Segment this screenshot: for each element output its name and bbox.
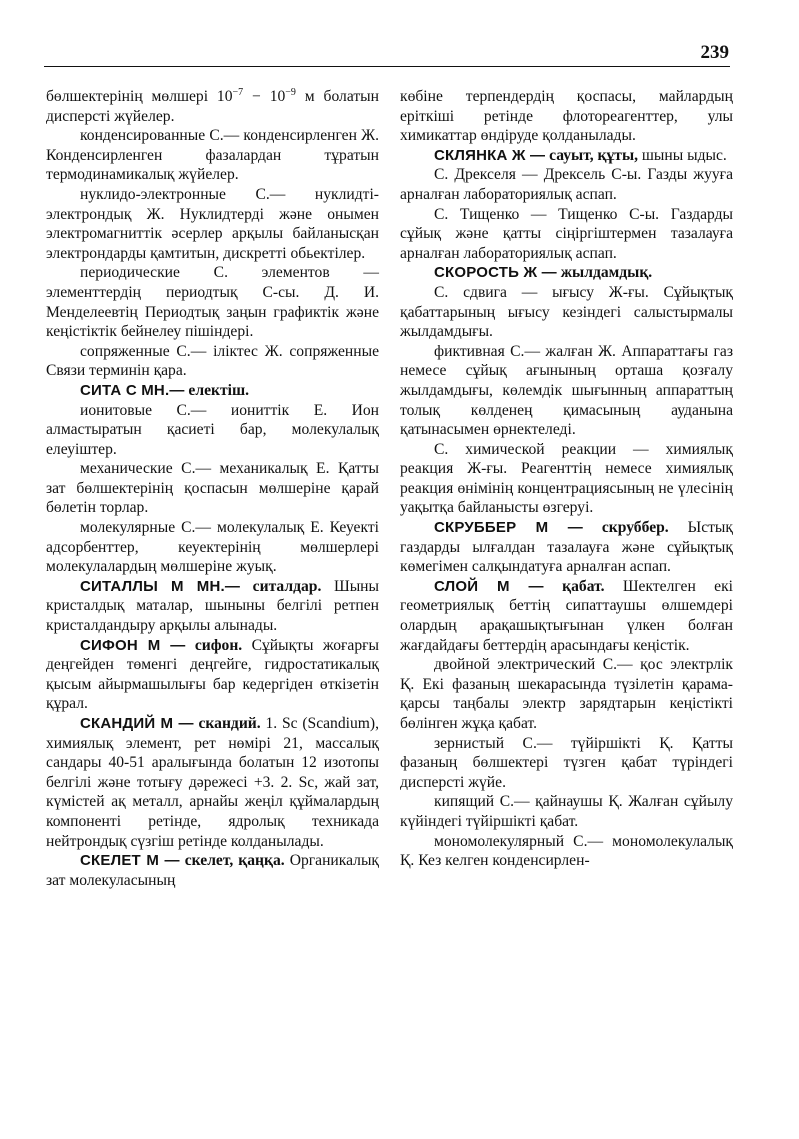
- exponent: −7: [232, 86, 244, 98]
- paragraph-text: С. Тищенко — Тищенко С-ы. Газдарды сұйық және қатты сіңіргіштермен тазалауға арналған лабораториялық аспап.: [400, 205, 733, 262]
- entry-definition: Шектелген екі геометриялық беттің сипаттаушы өлшемдері олардың арақашықтығынан үлкен болған жағдайдағы беттердің арасындағы кеңістік.: [400, 577, 734, 654]
- entry-headword: СКЛЯНКА Ж —: [434, 146, 546, 164]
- entry-headword: СИФОН М —: [80, 636, 186, 654]
- right-paragraph: [400, 832, 733, 871]
- right-paragraph: [400, 146, 733, 166]
- paragraph-text: [240, 578, 253, 595]
- paragraph-text: [544, 578, 562, 595]
- header-rule: [44, 66, 730, 67]
- left-paragraph: [46, 714, 379, 851]
- paragraph-text: нуклидо-электронные С.— нуклидті-электрондық Ж. Нуклидтерді және онымен электромагниттік әсерлер арқылы байланысқан электрондарды қамтитын, дискретті обьектілер.: [46, 185, 379, 262]
- right-column: [400, 87, 733, 871]
- entry-translation: қабат.: [562, 577, 605, 595]
- paragraph-text: [583, 519, 602, 536]
- left-paragraph: [46, 381, 379, 401]
- paragraph-text: двойной электрический С.— қос электрлік Қ. Екі фазаның шекарасында түзілетін қарама-қарсы таңбалы электр зарядтарын кеңістікті бөлінген жұқа қабат.: [400, 656, 733, 732]
- entry-translation: скелет, қаңқа.: [184, 852, 285, 870]
- entry-translation: сифон.: [194, 636, 243, 654]
- entry-definition: Ыстық газдарды ылғалдан тазалауға және сұйықтық көмегімен салқындатуға арналған аспап.: [400, 519, 733, 576]
- superscript: [285, 87, 296, 98]
- left-paragraph: [46, 87, 379, 126]
- left-paragraph: [46, 851, 379, 890]
- entry-headword: СКЕЛЕТ М —: [80, 852, 180, 870]
- paragraph-text: зернистый С.— түйіршікті Қ. Қатты фазаның бөлшектері түзген қабат түріндегі дисперсті жүйе.: [400, 734, 733, 791]
- entry-definition: Органикалық зат молекуласының: [46, 852, 380, 889]
- left-paragraph: [46, 577, 379, 636]
- entry-translation: скруббер.: [601, 519, 669, 537]
- paragraph-text: бөлшектерінің мөлшері 10: [46, 88, 233, 105]
- paragraph-text: С. химической реакции — химиялық реакция Ж-ғы. Реагенттің немесе химиялық реакция өнімінің концентрациясының не үлесінің уақытқа байланысты өзгеруі.: [400, 440, 733, 517]
- entry-definition: Шыны кристалдық маталар, шыныны белгілі ретпен кристалдандыру арқылы алынады.: [46, 577, 379, 635]
- exponent: −9: [285, 86, 296, 98]
- paragraph-text: [185, 637, 194, 654]
- entry-translation: ситалдар.: [252, 577, 322, 595]
- paragraph-text: ионитовые С.— иониттік Е. Ион алмастыратын қасиеті бар, молекулалық елеуіштер.: [46, 401, 379, 458]
- paragraph-text: м болатын дисперсті жүйелер.: [46, 88, 379, 125]
- entry-translation: жылдамдық.: [556, 264, 653, 282]
- left-paragraph: [46, 459, 379, 518]
- right-paragraph: [400, 87, 733, 146]
- paragraph-text: кипящий С.— қайнаушы Қ. Жалған сұйылу күйіндегі түйіршікті қабат.: [400, 793, 733, 830]
- left-paragraph: [46, 263, 379, 341]
- entry-headword: СКОРОСТЬ Ж —: [434, 264, 557, 282]
- right-paragraph: [400, 655, 733, 733]
- paragraph-text: көбіне терпендердің қоспасы, майлардың еріткіші ретінде флотореагенттер, улы химикаттар өндіруде қолданылады.: [400, 88, 733, 145]
- paragraph-text: периодические С. элементов — элементтердің периодтық С-сы. Д. И. Менделеевтің Периодтық заңын графиктік және кеңістіктік бейнелеу пішіндері.: [46, 264, 379, 341]
- left-paragraph: [46, 636, 379, 714]
- paragraph-text: фиктивная С.— жалған Ж. Аппараттағы газ немесе сұйық ағынының орташа қозғалу жылдамдығы, көлемдік шығынның аппараттың толық көлденең қимасының ауданына қатынасымен өрнектеледі.: [400, 342, 733, 439]
- right-paragraph: [400, 263, 733, 283]
- entry-translation: електіш.: [184, 381, 250, 399]
- entry-headword: СЛОЙ М —: [434, 577, 544, 595]
- entry-definition: 1. Sc (Scandium), химиялық элемент, рет нөмірі 21, массалық сандары 40-51 аралығында болатын 12 изотопы белгілі және тотығу дәрежесі +3. 2. Sc, жай зат, күмістей ақ металл, арнайы жеңіл құймалардың компоненті ретінде, ядролық техникада нейтрондық сүзгіш ретінде колданылады.: [46, 715, 379, 850]
- paragraph-text: механические С.— механикалық Е. Қатты зат бөлшектерінің қоспасын мөлшеріне қарай бөлетін торлар.: [46, 460, 379, 517]
- entry-definition: шыны ыдыс.: [638, 146, 727, 164]
- right-paragraph: [400, 205, 733, 264]
- paragraph-text: − 10: [243, 88, 286, 105]
- left-paragraph: [46, 185, 379, 263]
- superscript: [233, 87, 244, 98]
- paragraph-text: С. Дрекселя — Дрексель С-ы. Газды жууға арналған лабораториялық аспап.: [400, 166, 733, 203]
- right-paragraph: [400, 342, 733, 440]
- paragraph-text: молекулярные С.— молекулалық Е. Кеуекті адсорбенттер, кеуектерінің мөлшерлері молекулалардың мөлшеріне жуық.: [46, 519, 379, 576]
- paragraph-text: С. сдвига — ығысу Ж-ғы. Сұйықтық қабаттарының ығысу кезіндегі салыстырмалы жылдамдығы.: [400, 283, 733, 341]
- paragraph-text: конденсированные С.— конденсирленген Ж. Конденсирленген фазалардан тұратын термодинамикалық жүйелер.: [46, 127, 379, 184]
- right-paragraph: [400, 165, 733, 204]
- paragraph-text: сопряженные С.— іліктес Ж. сопряженные Связи терминін қара.: [46, 342, 379, 380]
- entry-headword: СКАНДИЙ М —: [80, 715, 194, 732]
- left-column: [46, 87, 379, 890]
- left-paragraph: [46, 126, 379, 185]
- entry-headword: СКРУББЕР М —: [434, 519, 583, 537]
- entry-definition: Сұйықты жоғарғы деңгейден төменгі деңгейге, гидростатикалық қысым айырмашылығы бар кедергіден өткізетін құрал.: [46, 636, 379, 713]
- left-paragraph: [46, 518, 379, 577]
- right-paragraph: [400, 577, 733, 655]
- entry-headword: СИТАЛЛЫ М МН.—: [80, 577, 241, 595]
- entry-headword: СИТА С МН.—: [80, 381, 185, 399]
- paragraph-text: мономолекулярный С.— мономолекулалық Қ. Кез келген конденсирлен-: [400, 832, 733, 870]
- right-paragraph: [400, 792, 733, 831]
- page-number: 239: [700, 42, 729, 63]
- right-paragraph: [400, 440, 733, 518]
- right-paragraph: [400, 283, 733, 342]
- left-paragraph: [46, 401, 379, 460]
- right-paragraph: [400, 734, 733, 793]
- entry-translation: сауыт, құты,: [549, 146, 639, 164]
- left-paragraph: [46, 342, 379, 381]
- entry-translation: скандий.: [198, 715, 261, 732]
- right-paragraph: [400, 518, 733, 577]
